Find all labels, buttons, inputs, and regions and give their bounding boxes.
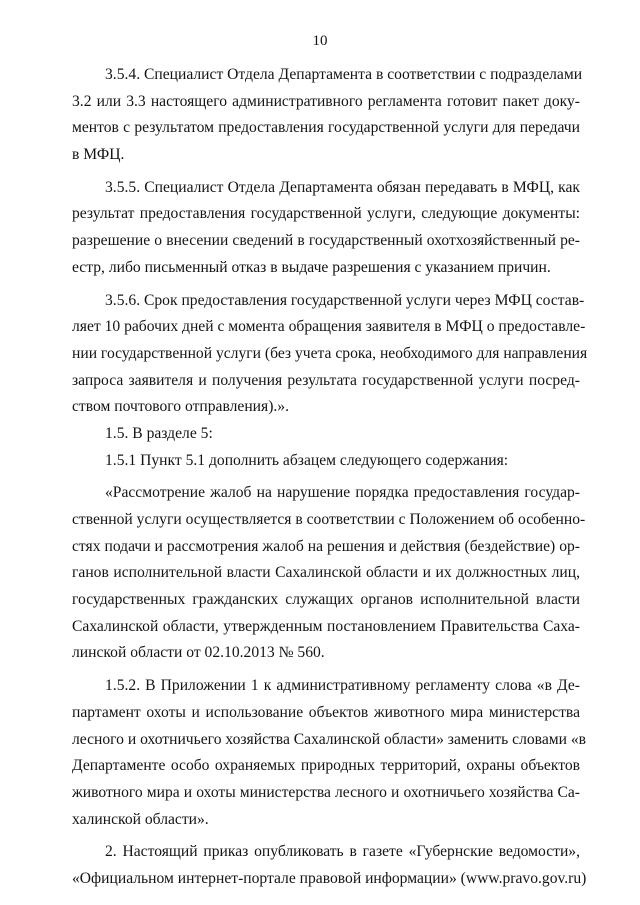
paragraph-1-5-1 (72, 448, 580, 475)
text-line: разрешение о внесении сведений в государственный охотхозяйственный ре- (72, 232, 580, 250)
text-line: линской области от 02.10.2013 № 560. (72, 644, 325, 662)
text-line: нии государственной услуги (без учета срока, необходимого для направления (72, 344, 588, 362)
text-line: ляет 10 рабочих дней с момента обращения заявителя в МФЦ о предоставле- (72, 318, 586, 336)
paragraph-2 (72, 839, 587, 892)
text-line: Сахалинской области, утвержденным постановлением Правительства Саха- (72, 617, 580, 635)
text-line: 3.2 или 3.3 настоящего административного регламента готовит пакет доку- (72, 92, 580, 110)
paragraph-3-5-4 (72, 62, 583, 169)
text-line: ством почтового отправления).». (72, 398, 289, 416)
text-line: ганов исполнительной власти Сахалинской области и их должностных лиц, (72, 564, 580, 582)
text-line: 3.5.5. Специалист Отдела Департамента обязан передавать в МФЦ, как (105, 178, 580, 196)
paragraph-3-5-5 (72, 175, 580, 282)
text-line: животного мира и охоты министерства лесного и охотничьего хозяйства Са- (72, 783, 580, 801)
text-line: в МФЦ. (72, 146, 125, 164)
text-line: лесного и охотничьего хозяйства Сахалинской области» заменить словами «в (72, 730, 587, 748)
paragraph-1-5-2 (72, 673, 587, 833)
text-line: ственной услуги осуществляется в соответствии с Положением об особенно- (72, 511, 586, 528)
text-line: 1.5.2. В Приложении 1 к административному регламенту слова «в Де- (105, 677, 580, 695)
text-line: Департаменте особо охраняемых природных территорий, охраны объектов (72, 757, 580, 775)
text-line: «Рассмотрение жалоб на нарушение порядка предоставления государ- (105, 484, 580, 502)
text-line: 3.5.4. Специалист Отдела Департамента в соответствии с подразделами (105, 66, 583, 83)
text-line: государственных гражданских служащих органов исполнительной власти (72, 591, 580, 609)
text-line: запроса заявителя и получения результата государственной услуги посред- (72, 371, 580, 389)
text-line: 2. Настоящий приказ опубликовать в газете «Губернские ведомости», (105, 843, 580, 861)
paragraph-1-5 (72, 421, 580, 448)
text-line: результат предоставления государственной услуги, следующие документы: (72, 205, 580, 223)
document-body (72, 62, 588, 893)
paragraph-3-5-6 (72, 288, 588, 421)
text-line: 3.5.6. Срок предоставления государственной услуги через МФЦ состав- (105, 291, 585, 309)
text-line: 1.5. В разделе 5: (105, 424, 213, 442)
text-line: халинской области». (72, 810, 209, 828)
text-line: партамент охоты и использование объектов животного мира министерства (72, 703, 580, 721)
paragraph-quote (72, 480, 586, 667)
page-number: 10 (312, 33, 328, 49)
text-line: естр, либо письменный отказ в выдаче разрешения с указанием причин. (72, 258, 551, 276)
text-line: ментов с результатом предоставления государственной услуги для передачи (72, 119, 580, 137)
text-line: стях подачи и рассмотрения жалоб на решения и действия (бездействие) ор- (72, 537, 580, 555)
text-line: «Официальном интернет-портале правовой информации» (www.pravo.gov.ru) (72, 869, 587, 887)
text-line: 1.5.1 Пункт 5.1 дополнить абзацем следующего содержания: (105, 451, 509, 469)
